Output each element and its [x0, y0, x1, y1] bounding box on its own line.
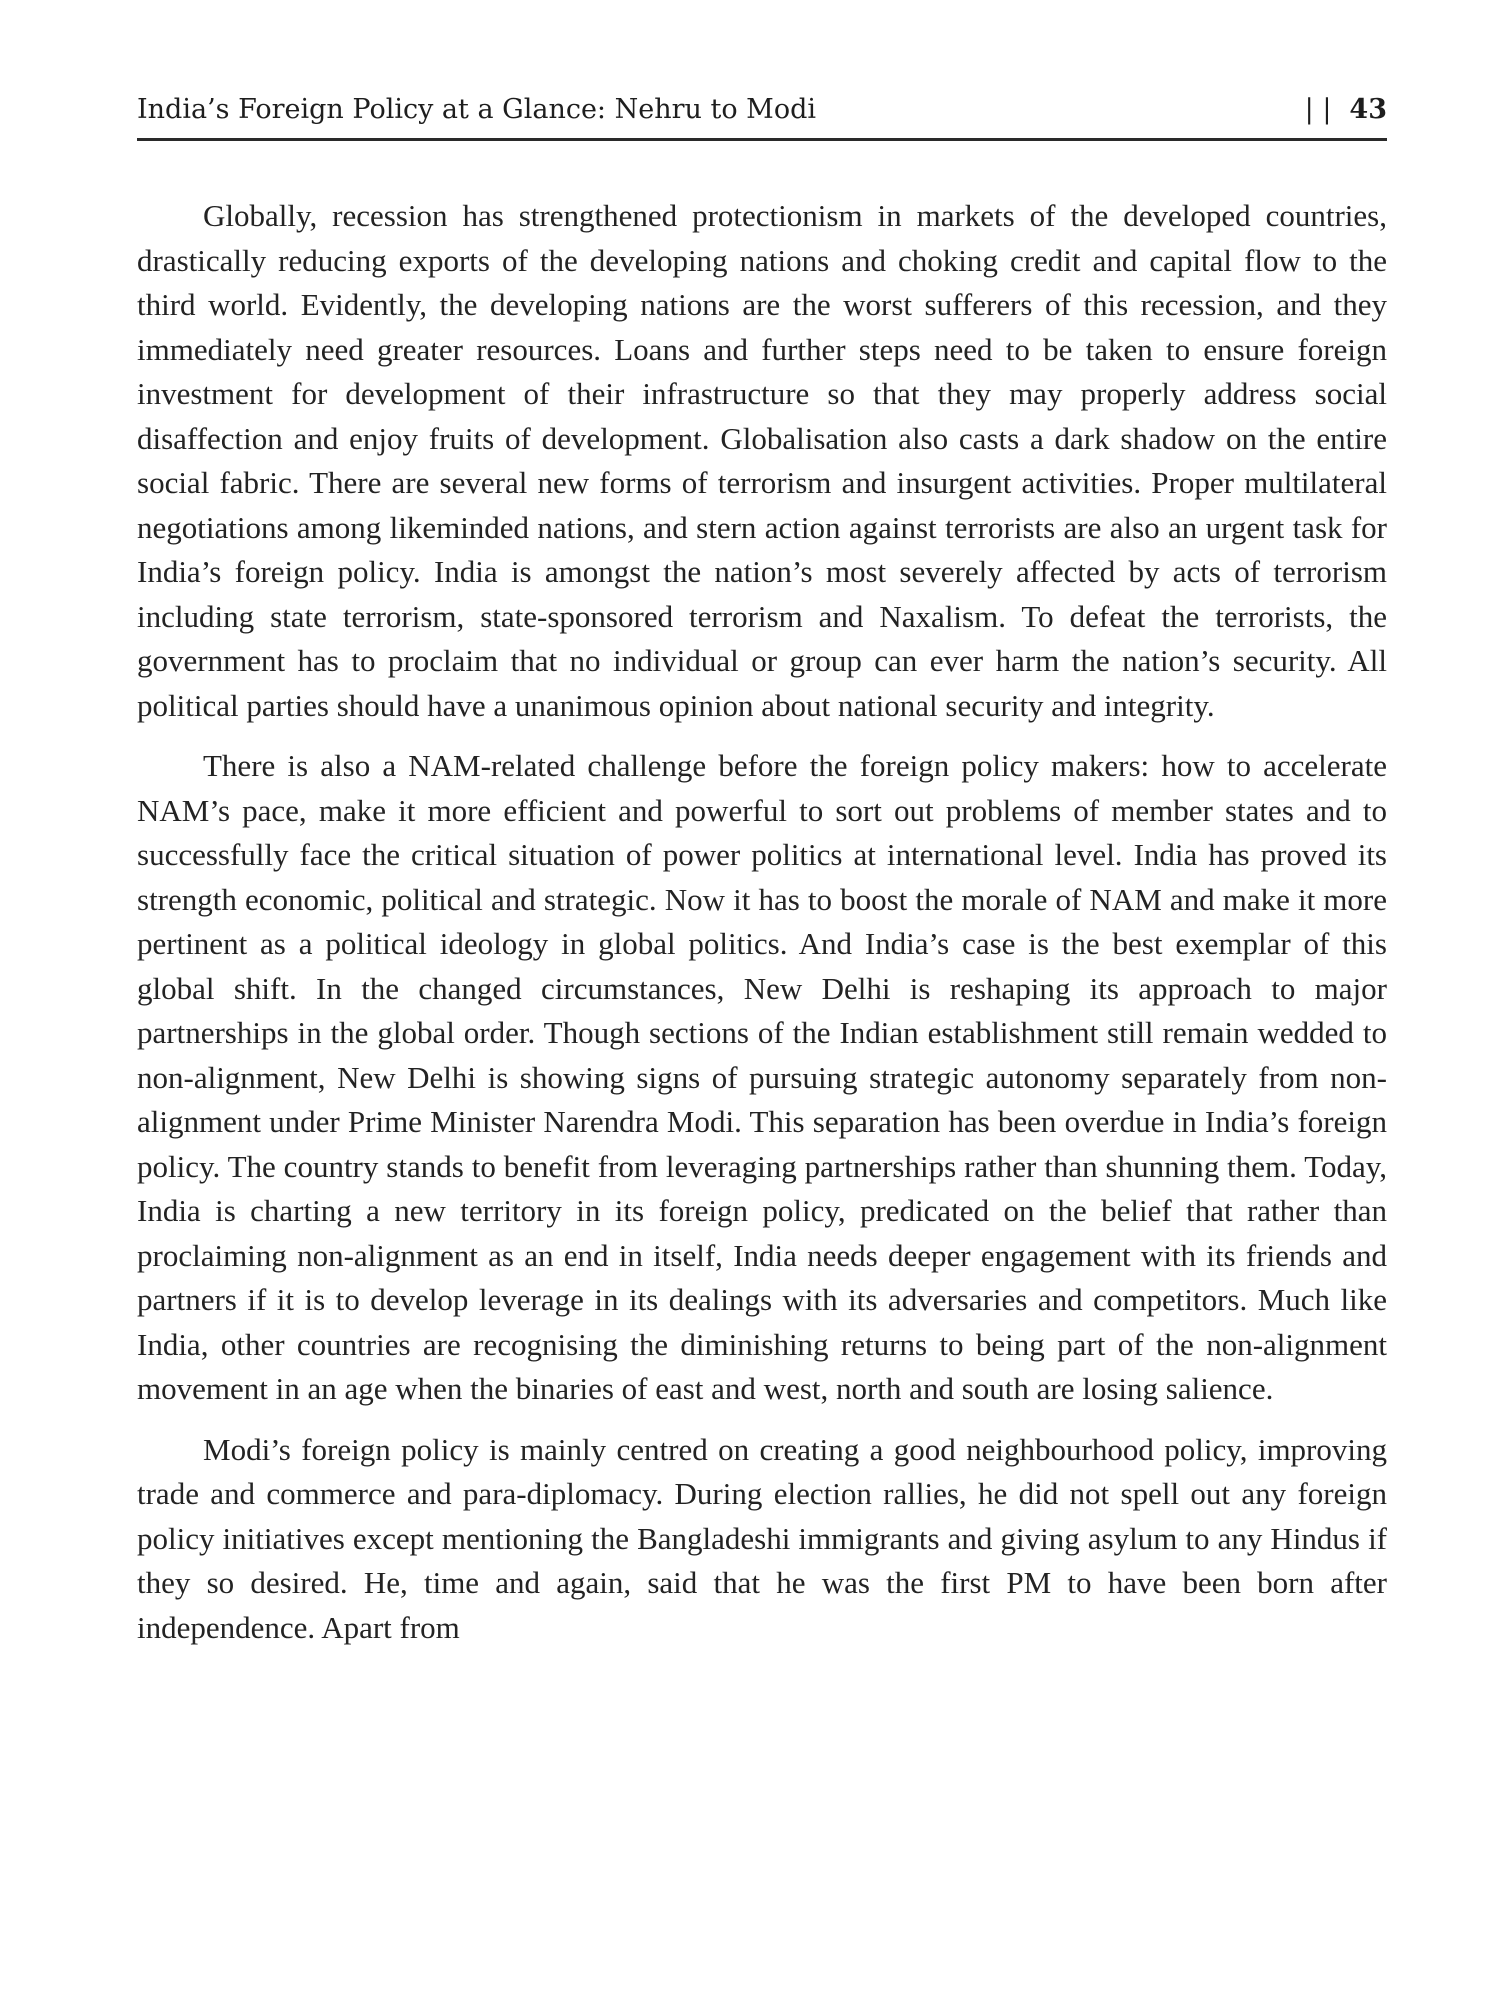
- page-number: 43: [1349, 94, 1387, 125]
- paragraph: Modi’s foreign policy is mainly centred on creating a good neighbourhood policy, improving trade and commerce and para-diplomacy. During election rallies, he did not spell out any foreign policy initiatives except mentioning the Bangladeshi immigrants and giving asylum to any Hindus if they so desired. He, time and again, said that he was the first PM to have been born after independence. Apart from: [137, 1431, 1387, 1645]
- body-text: [137, 194, 1387, 1666]
- header-rule: [137, 138, 1387, 141]
- running-title: India’s Foreign Policy at a Glance: Nehru to Modi: [137, 94, 816, 125]
- header-separator: | |: [1304, 94, 1332, 125]
- paragraph: Globally, recession has strengthened protectionism in markets of the developed countries, drastically reducing exports of the developing nations and choking credit and capital flow to the third world. Evidently, the developing nations are the worst sufferers of this recession, and they immediately need greater resources. Loans and further steps need to be taken to ensure foreign investment for development of their infrastructure so that they may properly address social disaffection and enjoy fruits of development. Globalisation also casts a dark shadow on the entire social fabric. There are several new forms of terrorism and insurgent activities. Proper multilateral negotiations among likeminded nations, and stern action against terrorists are also an urgent task for India’s foreign policy. India is amongst the nation’s most severely affected by acts of terrorism including state terrorism, state-sponsored terrorism and Naxalism. To defeat the terrorists, the government has to proclaim that no individual or group can ever harm the nation’s security. All political parties should have a unanimous opinion about national security and integrity.: [137, 198, 1387, 723]
- running-header: [137, 92, 1387, 132]
- page-number-block: [1305, 94, 1387, 125]
- paragraph: There is also a NAM-related challenge before the foreign policy makers: how to accelerate NAM’s pace, make it more efficient and powerful to sort out problems of member states and to successfully face the critical situation of power politics at international level. India has proved its strength economic, political and strategic. Now it has to boost the morale of NAM and make it more pertinent as a political ideology in global politics. And India’s case is the best exemplar of this global shift. In the changed circumstances, New Delhi is reshaping its approach to major partnerships in the global order. Though sections of the Indian establishment still remain wedded to non-alignment, New Delhi is showing signs of pursuing strategic autonomy separately from non-alignment under Prime Minister Narendra Modi. This separation has been overdue in India’s foreign policy. The country stands to benefit from leveraging partnerships rather than shunning them. Today, India is charting a new territory in its foreign policy, predicated on the belief that rather than proclaiming non-alignment as an end in itself, India needs deeper engagement with its friends and partners if it is to develop leverage in its dealings with its adversaries and competitors. Much like India, other countries are recognising the diminishing returns to being part of the non-alignment movement in an age when the binaries of east and west, north and south are losing salience.: [137, 748, 1387, 1406]
